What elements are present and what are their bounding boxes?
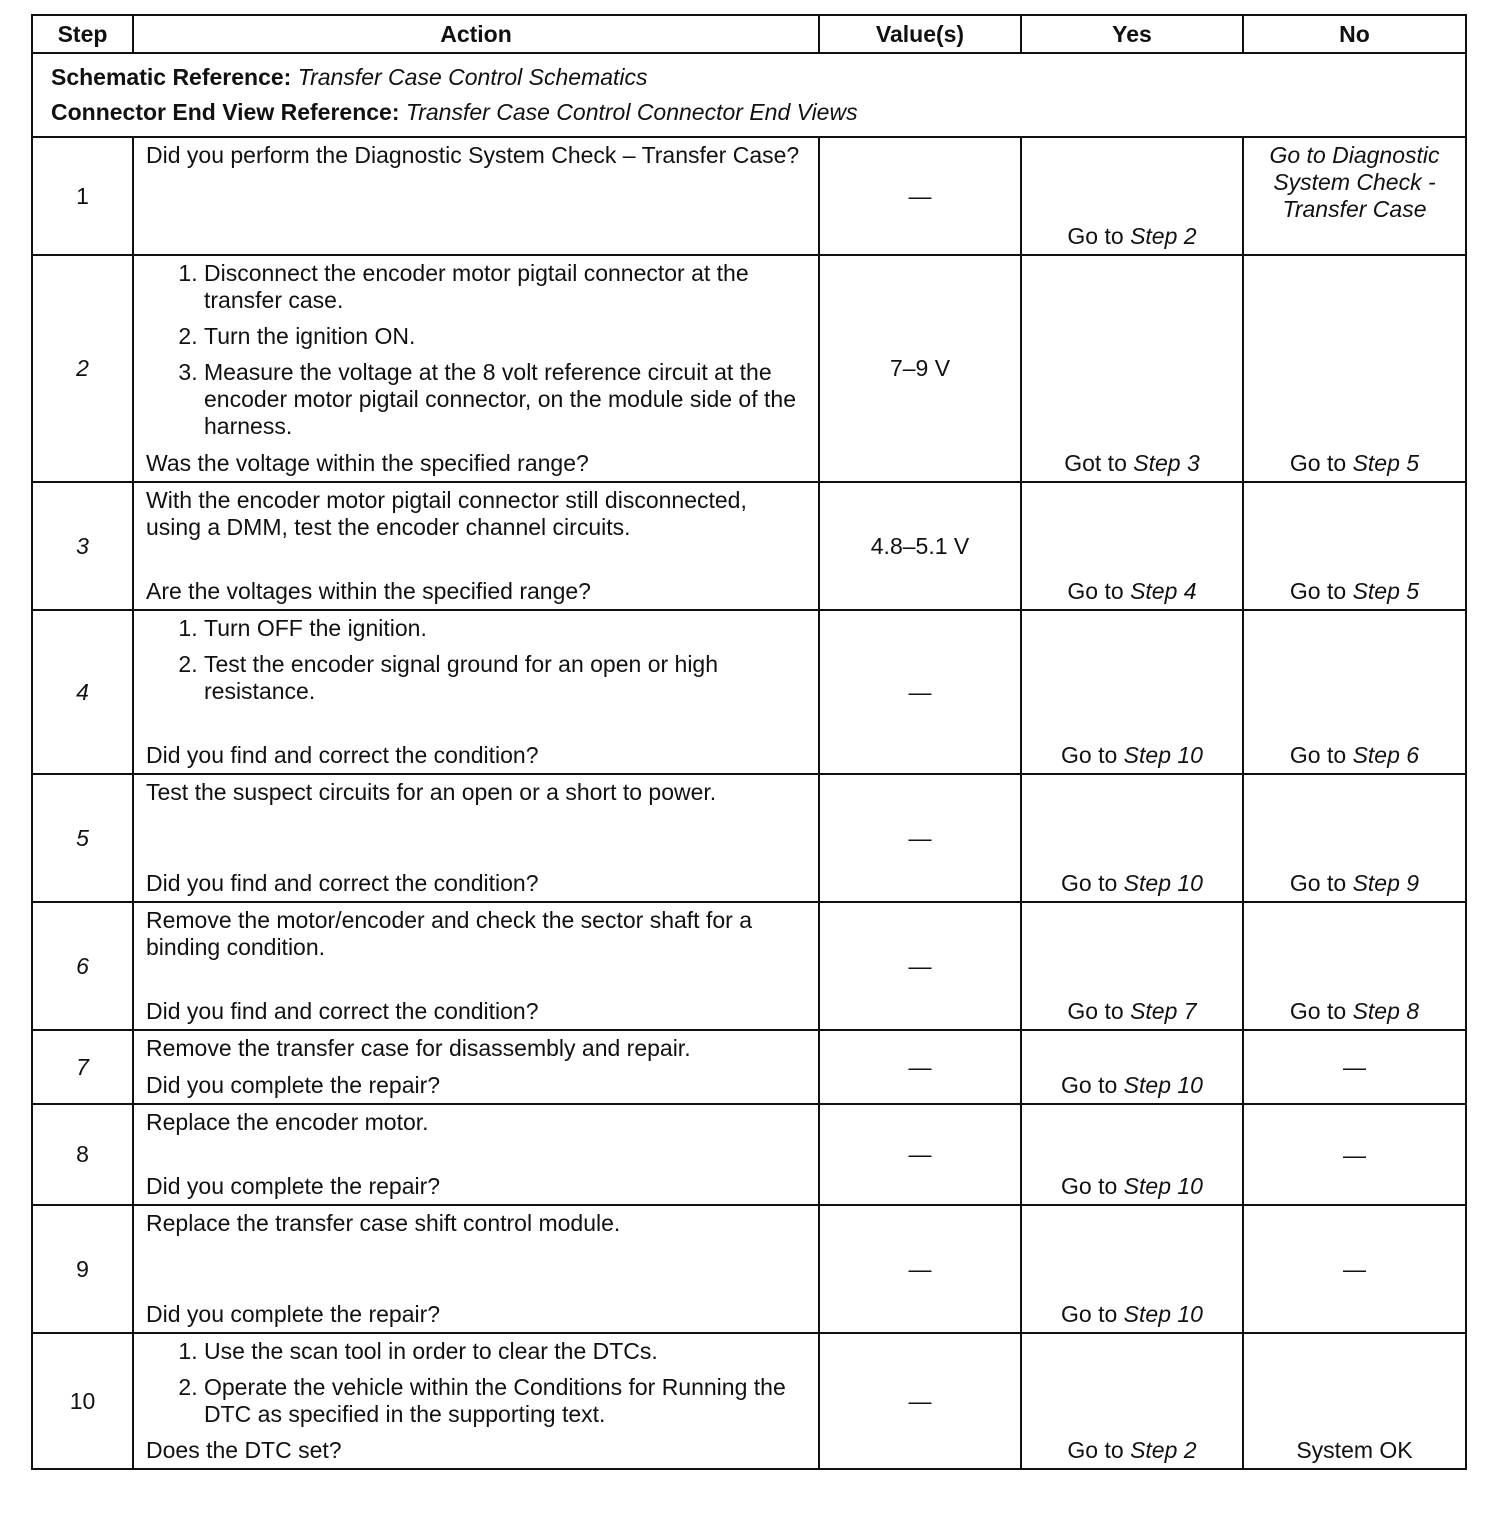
action-question: Did you find and correct the condition? [146, 742, 539, 768]
action-cell [133, 482, 819, 610]
header-step: Step [32, 15, 133, 53]
action-steps-list [146, 1334, 808, 1428]
no-cell [1243, 774, 1466, 902]
step-number: 1 [32, 137, 133, 255]
action-instructions [146, 611, 808, 709]
action-text: Replace the encoder motor. [146, 1109, 429, 1135]
yes-step-link[interactable]: Step 3 [1133, 450, 1200, 476]
yes-step-link[interactable]: Step 10 [1123, 1072, 1203, 1098]
action-content [146, 1031, 808, 1103]
no-text: — [1343, 1054, 1366, 1080]
no-cell [1243, 610, 1466, 774]
action-step-item: 1. Turn OFF the ignition. [204, 615, 808, 642]
action-question: Did you find and correct the condition? [146, 998, 539, 1024]
yes-cell [1021, 255, 1243, 482]
action-question: Does the DTC set? [146, 1437, 342, 1463]
no-step-link[interactable]: Step 6 [1352, 742, 1420, 768]
step-number: 2 [32, 255, 133, 482]
no-prefix: Go to [1289, 870, 1353, 896]
yes-prefix: Got to [1064, 450, 1134, 476]
schematic-reference-link[interactable]: Transfer Case Control Schematics [297, 64, 648, 90]
value-cell: — [819, 774, 1021, 902]
action-content [146, 903, 808, 1029]
yes-prefix: Go to [1061, 1173, 1124, 1199]
action-instructions [146, 1206, 808, 1237]
no-prefix: Go to [1289, 578, 1353, 604]
action-text: Replace the transfer case shift control module. [146, 1210, 621, 1236]
no-step-link[interactable]: Step 9 [1352, 870, 1420, 896]
yes-cell [1021, 482, 1243, 610]
value-cell: — [819, 1205, 1021, 1333]
action-content [146, 1334, 808, 1468]
yes-cell [1021, 137, 1243, 255]
action-instructions [146, 775, 808, 806]
action-content [146, 611, 808, 773]
yes-cell [1021, 1205, 1243, 1333]
table-row [32, 1104, 1466, 1205]
header-no: No [1243, 15, 1466, 53]
reference-row [32, 53, 1466, 137]
no-step-link[interactable]: Step 5 [1352, 450, 1420, 476]
action-question: Did you complete the repair? [146, 1301, 441, 1327]
action-step-item: 2. Operate the vehicle within the Conditions for Running the DTC as specified in the supporting text. [204, 1374, 808, 1428]
yes-step-link[interactable]: Step 10 [1123, 742, 1203, 768]
action-cell [133, 1333, 819, 1469]
action-text: Test the suspect circuits for an open or a short to power. [146, 779, 717, 805]
connector-reference [51, 95, 1447, 130]
action-text: Did you perform the Diagnostic System Check – Transfer Case? [146, 142, 800, 168]
header-action: Action [133, 15, 819, 53]
no-cell [1243, 255, 1466, 482]
reference-cell [32, 53, 1466, 137]
yes-step-link[interactable]: Step 4 [1130, 578, 1197, 604]
action-content [146, 256, 808, 481]
action-cell [133, 902, 819, 1030]
action-instructions [146, 256, 808, 444]
action-text: Remove the motor/encoder and check the sector shaft for a binding condition. [146, 907, 752, 960]
schematic-reference [51, 60, 1447, 95]
action-cell [133, 255, 819, 482]
no-text: System OK [1296, 1437, 1413, 1463]
action-cell [133, 1205, 819, 1333]
action-step-item: 2. Test the encoder signal ground for an open or high resistance. [204, 651, 808, 705]
yes-step-link[interactable]: Step 10 [1123, 870, 1203, 896]
action-instructions [146, 138, 808, 169]
action-content [146, 138, 808, 254]
header-yes: Yes [1021, 15, 1243, 53]
yes-cell [1021, 1333, 1243, 1469]
value-cell: — [819, 1104, 1021, 1205]
table-row [32, 1205, 1466, 1333]
no-diagnostic-link[interactable]: Go to Diagnostic System Check - Transfer Case [1269, 142, 1440, 222]
step-number: 7 [32, 1030, 133, 1104]
no-cell [1243, 902, 1466, 1030]
action-step-item: 1. Use the scan tool in order to clear the DTCs. [204, 1338, 808, 1365]
yes-step-link[interactable]: Step 2 [1130, 1437, 1197, 1463]
step-number: 6 [32, 902, 133, 1030]
action-steps-list [146, 611, 808, 705]
no-cell [1243, 482, 1466, 610]
no-cell [1243, 1030, 1466, 1104]
no-text: — [1343, 1256, 1366, 1282]
no-text: — [1343, 1141, 1366, 1168]
yes-cell [1021, 774, 1243, 902]
action-cell [133, 1104, 819, 1205]
yes-step-link[interactable]: Step 10 [1123, 1301, 1203, 1327]
table-row [32, 902, 1466, 1030]
yes-cell [1021, 610, 1243, 774]
yes-cell [1021, 1030, 1243, 1104]
yes-prefix: Go to [1061, 1301, 1124, 1327]
yes-step-link[interactable]: Step 2 [1130, 223, 1197, 249]
action-question: Did you complete the repair? [146, 1072, 441, 1098]
action-instructions [146, 483, 808, 541]
action-cell [133, 774, 819, 902]
diagnostic-table [31, 14, 1467, 1470]
step-number: 8 [32, 1104, 133, 1205]
no-prefix: Go to [1289, 450, 1353, 476]
yes-cell [1021, 902, 1243, 1030]
action-instructions [146, 1031, 808, 1062]
schematic-reference-label: Schematic Reference: [51, 64, 292, 90]
yes-prefix: Go to [1067, 223, 1131, 249]
action-instructions [146, 1334, 808, 1432]
action-text: With the encoder motor pigtail connector still disconnected, using a DMM, test the encoder channel circuits. [146, 487, 747, 540]
action-instructions [146, 903, 808, 961]
yes-step-link[interactable]: Step 10 [1123, 1173, 1203, 1199]
value-cell: — [819, 610, 1021, 774]
no-cell [1243, 1333, 1466, 1469]
action-content [146, 1105, 808, 1204]
table-row [32, 1030, 1466, 1104]
table-row [32, 137, 1466, 255]
action-cell [133, 137, 819, 255]
action-content [146, 483, 808, 609]
yes-step-link[interactable]: Step 7 [1130, 998, 1197, 1024]
table-row [32, 774, 1466, 902]
action-cell [133, 610, 819, 774]
step-number: 10 [32, 1333, 133, 1469]
action-question: Are the voltages within the specified range? [146, 578, 591, 604]
yes-prefix: Go to [1067, 578, 1131, 604]
yes-prefix: Go to [1067, 1437, 1131, 1463]
step-number: 3 [32, 482, 133, 610]
value-cell: — [819, 1030, 1021, 1104]
no-cell [1243, 1104, 1466, 1205]
action-step-item: 3. Measure the voltage at the 8 volt reference circuit at the encoder motor pigtail connector, on the module side of the harness. [204, 359, 808, 440]
no-step-link[interactable]: Step 5 [1352, 578, 1420, 604]
action-content [146, 1206, 808, 1332]
no-cell [1243, 1205, 1466, 1333]
table-row [32, 255, 1466, 482]
yes-prefix: Go to [1067, 998, 1131, 1024]
action-question: Was the voltage within the specified range? [146, 450, 589, 476]
value-cell: 4.8–5.1 V [819, 482, 1021, 610]
action-cell [133, 1030, 819, 1104]
action-step-item: 1. Disconnect the encoder motor pigtail connector at the transfer case. [204, 260, 808, 314]
no-step-link[interactable]: Step 8 [1352, 998, 1420, 1024]
action-instructions [146, 1105, 808, 1136]
action-question: Did you find and correct the condition? [146, 870, 539, 896]
value-cell: — [819, 902, 1021, 1030]
value-cell: — [819, 1333, 1021, 1469]
no-prefix: Go to [1289, 742, 1353, 768]
yes-prefix: Go to [1061, 870, 1124, 896]
action-steps-list [146, 256, 808, 440]
step-number: 5 [32, 774, 133, 902]
step-number: 4 [32, 610, 133, 774]
yes-prefix: Go to [1061, 1072, 1124, 1098]
table-row [32, 482, 1466, 610]
no-cell [1243, 137, 1466, 255]
steps-body [32, 137, 1466, 1469]
action-step-item: 2. Turn the ignition ON. [204, 323, 808, 350]
connector-reference-label: Connector End View Reference: [51, 99, 400, 125]
header-row [32, 15, 1466, 53]
action-text: Remove the transfer case for disassembly and repair. [146, 1035, 691, 1061]
action-question: Did you complete the repair? [146, 1173, 441, 1199]
yes-cell [1021, 1104, 1243, 1205]
header-values: Value(s) [819, 15, 1021, 53]
value-cell: 7–9 V [819, 255, 1021, 482]
table-row [32, 610, 1466, 774]
connector-reference-link[interactable]: Transfer Case Control Connector End Views [405, 99, 858, 125]
yes-prefix: Go to [1061, 742, 1124, 768]
no-prefix: Go to [1289, 998, 1353, 1024]
value-cell: — [819, 137, 1021, 255]
action-content [146, 775, 808, 901]
step-number: 9 [32, 1205, 133, 1333]
table-row [32, 1333, 1466, 1469]
